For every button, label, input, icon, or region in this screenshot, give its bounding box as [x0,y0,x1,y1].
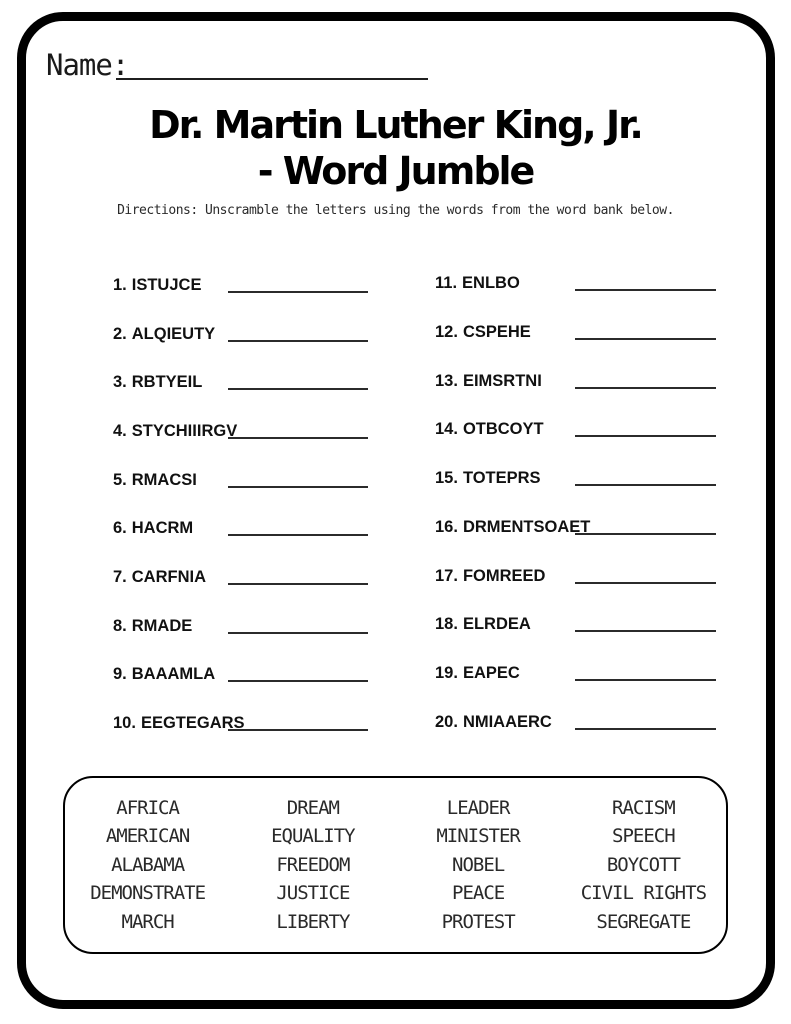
answer-blank[interactable] [228,486,368,488]
jumble-word: FOMREED [462,566,546,585]
answer-blank[interactable] [228,632,368,634]
jumble-word: EAPEC [462,664,520,683]
jumble-row [435,420,716,440]
name-label: Name: [46,48,129,82]
jumble-row [113,373,368,393]
jumble-number: 2. [113,324,127,343]
jumble-word: OTBCOYT [462,420,544,439]
answer-blank[interactable] [575,338,716,340]
jumble-label [113,568,206,587]
jumble-label [435,469,541,488]
jumble-number: 18. [435,615,458,634]
jumble-number: 14. [435,420,458,439]
answer-blank[interactable] [575,582,716,584]
answer-blank[interactable] [575,435,716,437]
jumble-row [435,615,716,635]
jumble-row [435,469,716,489]
word-bank-grid [65,794,726,937]
jumble-word: BAAAMLA [131,665,216,684]
jumble-number: 4. [113,421,127,440]
jumble-row [435,372,716,392]
word-bank-word: MARCH [121,910,174,933]
word-bank-word: BOYCOTT [606,853,680,876]
jumble-number: 1. [113,276,127,294]
jumble-word: ELRDEA [462,615,531,634]
jumble-row [113,422,368,442]
jumble-label [113,422,237,441]
word-bank-word: ALABAMA [111,853,185,876]
jumble-label [113,471,197,490]
jumble-label [435,274,520,293]
jumble-row [435,518,716,538]
jumble-label [113,665,215,684]
jumble-number: 17. [435,566,458,585]
word-bank-word: SEGREGATE [596,910,691,933]
jumble-word: EIMSRTNI [462,371,542,390]
jumble-word: CSPEHE [462,322,531,341]
word-bank-column [230,794,395,937]
jumble-word: RBTYEIL [131,373,203,392]
jumble-word: ISTUJCE [131,276,202,294]
word-bank-word: PEACE [452,882,505,905]
jumble-label [113,714,245,733]
word-bank-column [65,794,230,937]
word-bank-word: JUSTICE [276,882,350,905]
word-bank-column [396,794,561,937]
jumble-word: HACRM [131,519,194,538]
name-blank[interactable] [116,78,428,80]
word-bank-word: LIBERTY [276,910,350,933]
word-bank-word: CIVIL RIGHTS [580,882,707,905]
jumble-word: NMIAAERC [462,712,552,731]
jumble-label [435,664,520,683]
word-bank-word: LEADER [446,796,510,819]
directions-text: Directions: Unscramble the letters using the words from the word bank below. [117,203,674,218]
jumble-label [113,325,215,344]
answer-blank[interactable] [228,729,368,731]
name-row [46,48,466,88]
jumble-row [113,471,368,491]
word-bank-word: EQUALITY [271,825,355,848]
jumble-column-right [435,274,716,733]
jumble-row [113,325,368,345]
jumble-word: ALQIEUTY [131,324,216,343]
jumble-number: 5. [113,470,127,489]
word-bank-word: PROTEST [441,910,515,933]
jumble-label [435,567,545,586]
jumble-word: ENLBO [462,274,520,292]
jumble-label [435,323,531,342]
word-bank-word: NOBEL [452,853,505,876]
jumble-word: TOTEPRS [462,469,541,488]
jumble-word: RMACSI [131,470,197,489]
answer-blank[interactable] [575,289,716,291]
jumble-number: 6. [113,519,127,538]
jumble-number: 8. [113,616,127,635]
jumble-label [113,617,192,636]
jumble-row [435,274,716,294]
word-bank-word: AFRICA [116,796,179,819]
jumble-row [113,276,368,296]
jumble-row [113,519,368,539]
jumble-word: DRMENTSOAET [462,517,591,536]
jumble-number: 11. [435,274,458,292]
answer-blank[interactable] [228,583,368,585]
jumble-label [113,276,201,295]
page-title-line1: Dr. Martin Luther King, Jr. [149,103,642,147]
jumble-word: CARFNIA [131,567,207,586]
jumble-label [435,713,552,732]
jumble-number: 10. [113,713,136,732]
answer-blank[interactable] [228,291,368,293]
jumble-row [113,714,368,734]
answer-blank[interactable] [575,533,716,535]
jumble-number: 15. [435,469,458,488]
jumble-label [435,615,531,634]
answer-blank[interactable] [575,630,716,632]
jumble-number: 19. [435,664,458,683]
jumble-row [435,323,716,343]
word-bank-word: DREAM [286,796,339,819]
jumble-label [435,372,542,391]
page-title-line2: - Word Jumble [257,149,534,193]
jumble-label [435,518,590,537]
answer-blank[interactable] [575,728,716,730]
jumble-number: 7. [113,567,127,586]
word-bank-word: DEMONSTRATE [90,882,206,905]
answer-blank[interactable] [575,679,716,681]
jumble-number: 12. [435,322,458,341]
jumble-row [435,664,716,684]
word-bank-box [63,776,728,954]
answer-blank[interactable] [228,340,368,342]
word-bank-word: RACISM [612,796,675,819]
jumble-label [113,373,202,392]
word-bank-word: MINISTER [436,825,520,848]
word-bank-column [561,794,726,937]
answer-blank[interactable] [228,680,368,682]
word-bank-word: FREEDOM [276,853,350,876]
page-title [0,102,791,194]
word-bank-word: AMERICAN [105,825,190,848]
jumble-label [113,519,193,538]
jumble-word: RMADE [131,616,193,635]
word-bank-word: SPEECH [612,825,675,848]
answer-blank[interactable] [575,387,716,389]
jumble-label [435,420,544,439]
jumble-row [435,567,716,587]
jumble-column-left [113,276,368,734]
answer-blank[interactable] [228,388,368,390]
jumble-row [113,617,368,637]
jumble-number: 13. [435,371,458,390]
answer-blank[interactable] [228,534,368,536]
jumble-word: EEGTEGARS [140,713,245,732]
jumble-number: 16. [435,517,458,536]
jumble-number: 9. [113,665,127,684]
jumble-number: 20. [435,712,458,731]
jumble-row [435,713,716,733]
jumble-number: 3. [113,373,127,392]
answer-blank[interactable] [575,484,716,486]
answer-blank[interactable] [228,437,368,439]
jumble-row [113,568,368,588]
jumble-row [113,665,368,685]
jumble-word: STYCHIIIRGV [131,421,238,440]
